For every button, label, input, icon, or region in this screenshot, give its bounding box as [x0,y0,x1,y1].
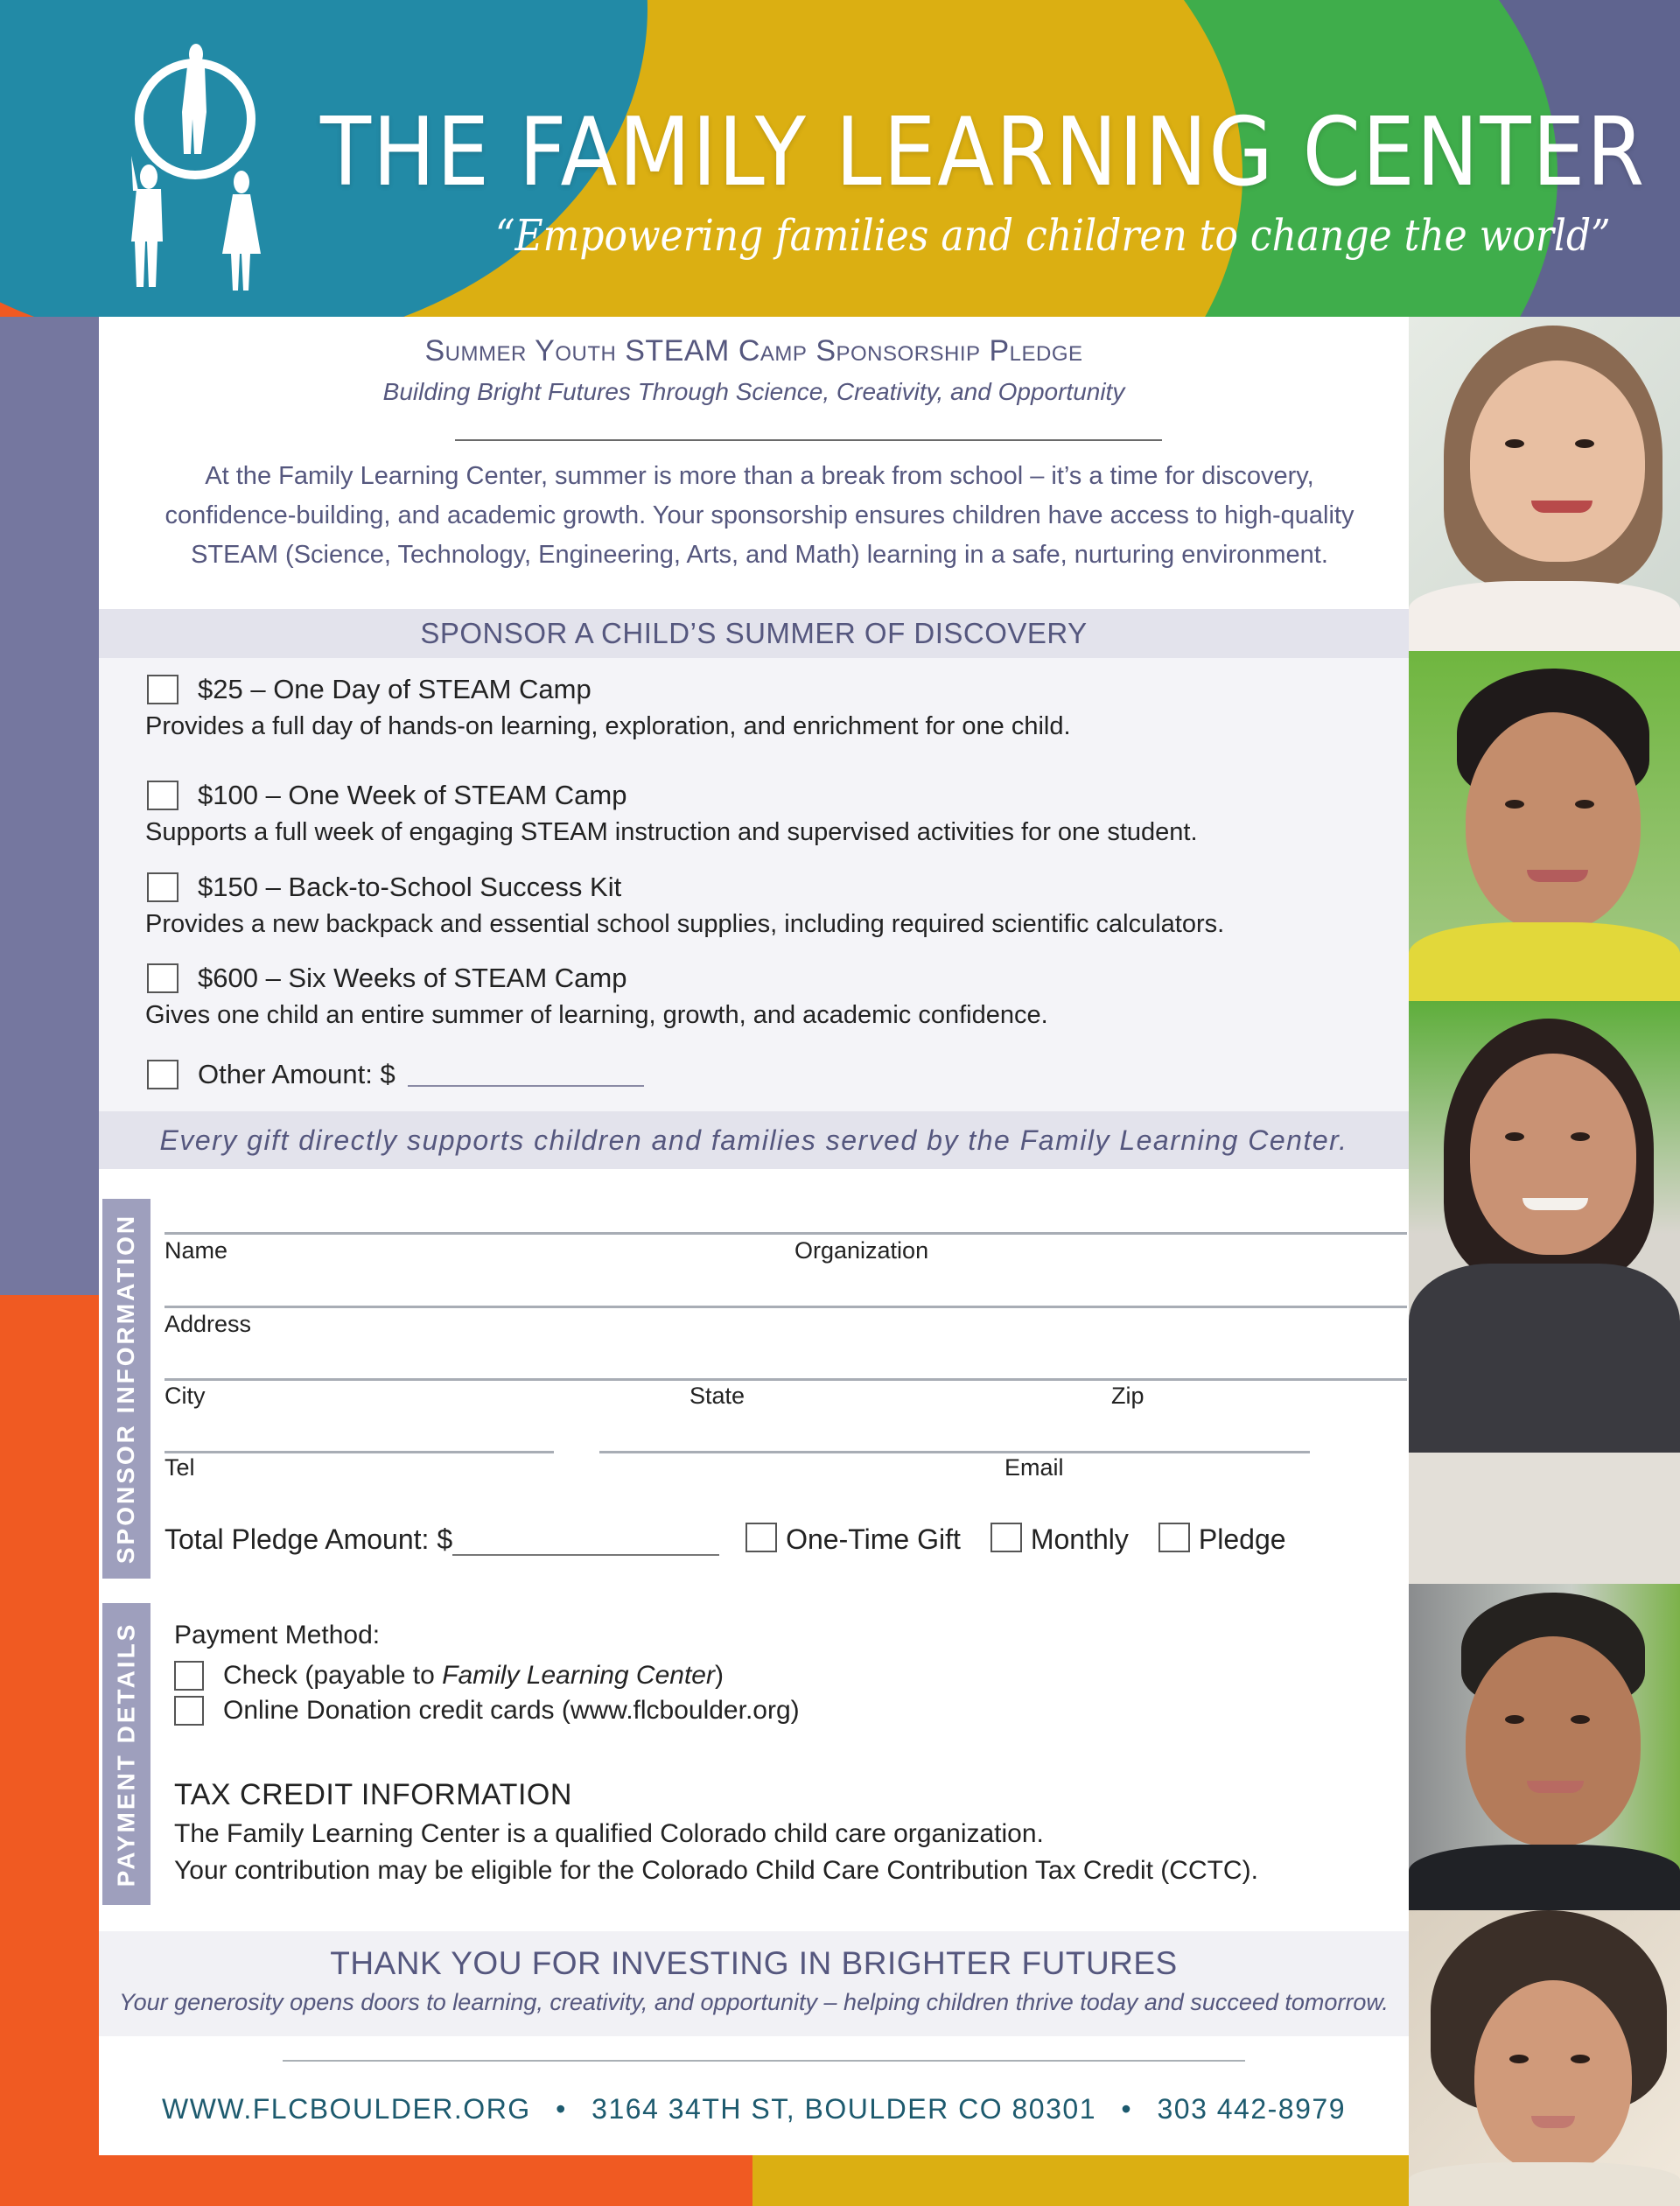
website-link[interactable]: WWW.FLCBOULDER.ORG [162,2093,531,2125]
payment-section [174,1621,1258,1886]
option-600-checkbox[interactable] [147,963,178,993]
total-pledge-row [164,1523,1316,1556]
payment-details-tab-label: PAYMENT DETAILS [112,1621,140,1887]
payment-online-option[interactable] [174,1696,1258,1726]
option-desc: Provides a new backpack and essential school supplies, including required scientific calculators. [145,910,1225,938]
option-desc: Provides a full day of hands-on learning, exploration, and enrichment for one child. [145,712,1071,740]
bottom-yellow-stripe [752,2155,1409,2206]
monthly-label: Monthly [1030,1523,1129,1555]
option-label: $600 – Six Weeks of STEAM Camp [198,963,627,993]
online-checkbox[interactable] [174,1696,204,1726]
child-photo-4 [1409,1584,1680,1910]
city-field-label: City [164,1383,206,1409]
monthly-checkbox[interactable] [990,1523,1022,1552]
option-other [147,1059,644,1090]
child-photo-5 [1409,1910,1680,2206]
option-100-checkbox[interactable] [147,781,178,810]
name-field-line[interactable] [164,1232,1407,1235]
address-field-label: Address [164,1311,252,1337]
state-field-label: State [690,1383,746,1409]
header-banner [0,0,1680,317]
child-photo-1 [1409,317,1680,651]
left-orange-stripe [0,1295,99,2206]
tel-field-label: Tel [164,1454,195,1481]
bottom-orange-stripe [0,2155,752,2206]
name-field-label: Name [164,1237,228,1264]
other-amount-input[interactable] [408,1062,644,1087]
option-desc: Gives one child an entire summer of learning, growth, and academic confidence. [145,1001,1048,1029]
sponsor-info-tab [102,1199,150,1579]
separator-dot: • [1121,2093,1133,2125]
thank-you-subtitle: Your generosity opens doors to learning, creativity, and opportunity – helping children thrive today and succeed tomorrow. [119,1989,1389,2015]
email-field-line[interactable] [599,1451,1310,1453]
tax-credit-line-1: The Family Learning Center is a qualified Colorado child care organization. [174,1819,1044,1848]
option-desc: Supports a full week of engaging STEAM instruction and supervised activities for one student. [145,818,1198,846]
thank-you-title: THANK YOU FOR INVESTING IN BRIGHTER FUTURES [330,1945,1178,1981]
monthly-option[interactable] [990,1523,1129,1556]
tax-credit-title: TAX CREDIT INFORMATION [174,1778,572,1811]
sponsor-info-tab-label: SPONSOR INFORMATION [112,1213,140,1565]
gift-note: Every gift directly supports children and families served by the Family Learning Center. [99,1111,1409,1169]
org-tagline: “Empowering families and children to change the world” [495,210,1611,261]
online-label: Online Donation credit cards (www.flcboulder.org) [223,1696,800,1725]
children-photo-column [1409,317,1680,2206]
tax-credit-line-2: Your contribution may be eligible for the Colorado Child Care Contribution Tax Credit (CCTC). [174,1856,1258,1885]
form-title: Summer Youth STEAM Camp Sponsorship Pledge [424,334,1083,368]
sponsor-options [99,658,1409,1111]
family-logo-icon [112,42,278,296]
email-field-label: Email [1004,1454,1064,1481]
option-other-checkbox[interactable] [147,1060,178,1089]
pledge-label: Pledge [1198,1523,1286,1555]
option-150 [147,872,1224,939]
intro-paragraph: At the Family Learning Center, summer is more than a break from school – it’s a time for discovery, confidence-building, and academic growth. Your sponsorship ensures children have access to high-quality STEAM (Science, Technology, Engineering, Arts, and Math) learning in a safe, nurturing environment. [164,462,1354,569]
address-field-line[interactable] [164,1306,1407,1308]
option-150-checkbox[interactable] [147,872,178,902]
one-time-gift-option[interactable] [746,1523,961,1556]
option-25-checkbox[interactable] [147,675,178,704]
separator-dot: • [556,2093,567,2125]
org-title: THE FAMILY LEARNING CENTER [320,98,1646,207]
other-amount-label: Other Amount: $ [198,1059,396,1089]
city-state-zip-line[interactable] [164,1378,1407,1381]
street-address: 3164 34TH ST, BOULDER CO 80301 [592,2093,1096,2125]
left-purple-stripe [0,317,99,1295]
one-time-gift-checkbox[interactable] [746,1523,777,1552]
tel-field-line[interactable] [164,1451,554,1453]
option-25 [147,674,1071,741]
one-time-gift-label: One-Time Gift [786,1523,961,1555]
option-600 [147,963,1048,1030]
check-checkbox[interactable] [174,1661,204,1691]
check-label: Check (payable to Family Learning Center) [223,1661,724,1690]
payment-check-option[interactable] [174,1661,1258,1691]
zip-field-label: Zip [1111,1383,1144,1409]
option-label: $150 – Back-to-School Success Kit [198,872,622,902]
total-pledge-input[interactable] [452,1530,719,1556]
pledge-option[interactable] [1158,1523,1286,1556]
sponsor-heading: SPONSOR A CHILD’S SUMMER OF DISCOVERY [99,609,1409,658]
total-pledge-label: Total Pledge Amount: $ [164,1523,453,1555]
pledge-checkbox[interactable] [1158,1523,1190,1552]
option-100 [147,780,1198,847]
footer-divider [283,2060,1245,2062]
option-label: $25 – One Day of STEAM Camp [198,674,592,704]
child-photo-2 [1409,651,1680,1001]
child-photo-3 [1409,1001,1680,1584]
pledge-form-card [99,317,1409,2155]
form-subtitle: Building Bright Futures Through Science, Creativity, and Opportunity [382,378,1125,405]
thank-you-banner [99,1931,1409,2036]
phone-number: 303 442-8979 [1157,2093,1346,2125]
payment-method-label: Payment Method: [174,1621,381,1649]
option-label: $100 – One Week of STEAM Camp [198,780,627,810]
organization-field-label: Organization [794,1237,929,1264]
payment-details-tab [102,1603,150,1905]
title-divider [455,439,1162,441]
contact-line [99,2093,1409,2125]
